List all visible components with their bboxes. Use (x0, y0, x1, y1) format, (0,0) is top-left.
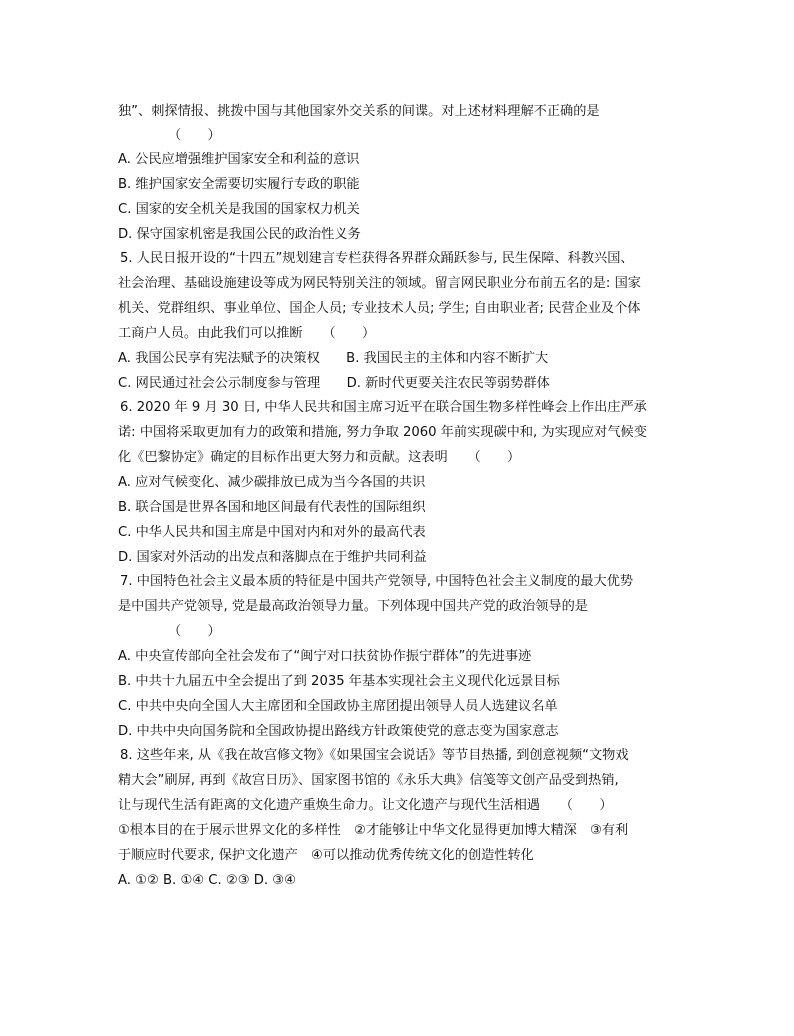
question-7-stem-line: 7. 中国特色社会主义最本质的特征是中国共产党领导, 中国特色社会主义制度的最大优势 (120, 574, 634, 589)
options-ab: A. 我国公民享有宪法赋予的决策权 B. 我国民主的主体和内容不断扩大 (118, 351, 549, 366)
answer-blank: （ ） (168, 128, 221, 143)
answer-options: A. ①② B. ①④ C. ②③ D. ③④ (118, 873, 296, 888)
question-6-stem-line: 化《巴黎协定》确定的目标作出更大努力和贡献。这表明 （ ） (118, 450, 521, 465)
option-c: C. 中华人民共和国主席是中国对内和对外的最高代表 (118, 525, 426, 540)
option-b: B. 中共十九届五中全会提出了到 2035 年基本实现社会主义现代化远景目标 (118, 674, 560, 689)
option-d: D. 中共中央向国务院和全国政协提出路线方针政策使党的意志变为国家意志 (118, 724, 559, 739)
question-8-stem-line: 精大会”刷屏, 再到《故宫日历》、国家图书馆的《永乐大典》信笺等文创产品受到热销, (118, 773, 619, 788)
question-5-stem-line: 社会治理、基础设施建设等成为网民特别关注的领域。留言网民职业分布前五名的是: 国家 (118, 276, 641, 291)
question-4-stem-line: 独”、刺探情报、挑拨中国与其他国家外交关系的间谍。对上述材料理解不正确的是 (118, 104, 600, 119)
question-8-stem-line: 让与现代生活有距离的文化遗产重焕生命力。让文化遗产与现代生活相遇 （ ） (118, 798, 613, 813)
option-d: D. 保守国家机密是我国公民的政治性义务 (118, 227, 361, 242)
question-5-stem-line: 机关、党群组织、事业单位、国企人员; 专业技术人员; 学生; 自由职业者; 民营企业及个体 (118, 301, 641, 316)
option-c: C. 中共中央向全国人大主席团和全国政协主席团提出领导人员人选建议名单 (118, 699, 558, 714)
option-a: A. 中央宣传部向全社会发布了“闽宁对口扶贫协作振宁群体”的先进事迹 (118, 649, 532, 664)
option-c: C. 国家的安全机关是我国的国家权力机关 (118, 202, 360, 217)
question-8-stem-line: 8. 这些年来, 从《我在故宫修文物》《如果国宝会说话》等节目热播, 到创意视频“文物戏 (120, 748, 629, 763)
options-cd: C. 网民通过社会公示制度参与管理 D. 新时代更要关注农民等弱势群体 (118, 376, 550, 391)
question-6-stem-line: 诺: 中国将采取更加有力的政策和措施, 努力争取 2060 年前实现碳中和, 为实现应对气候变 (118, 425, 647, 440)
question-6-stem-line: 6. 2020 年 9 月 30 日, 中华人民共和国主席习近平在联合国生物多样性峰会上作出庄严承 (120, 400, 647, 415)
statement-items: 于顺应时代要求, 保护文化遗产 ④可以推动优秀传统文化的创造性转化 (118, 848, 534, 863)
statement-items: ①根本目的在于展示世界文化的多样性 ②才能够让中华文化显得更加博大精深 ③有利 (118, 823, 629, 838)
question-5-stem-line: 工商户人员。由此我们可以推断 （ ） (118, 326, 376, 341)
option-b: B. 联合国是世界各国和地区间最有代表性的国际组织 (118, 500, 426, 515)
option-a: A. 应对气候变化、减少碳排放已成为当今各国的共识 (118, 475, 426, 490)
option-b: B. 维护国家安全需要切实履行专政的职能 (118, 177, 360, 192)
question-5-stem-line: 5. 人民日报开设的“十四五”规划建言专栏获得各界群众踊跃参与, 民生保障、科教兴国、 (120, 251, 634, 266)
option-a: A. 公民应增强维护国家安全和利益的意识 (118, 152, 360, 167)
question-7-stem-line: 是中国共产党领导, 党是最高政治领导力量。下列体现中国共产党的政治领导的是 (118, 599, 588, 614)
option-d: D. 国家对外活动的出发点和落脚点在于维护共同利益 (118, 550, 427, 565)
answer-blank: （ ） (168, 624, 221, 639)
